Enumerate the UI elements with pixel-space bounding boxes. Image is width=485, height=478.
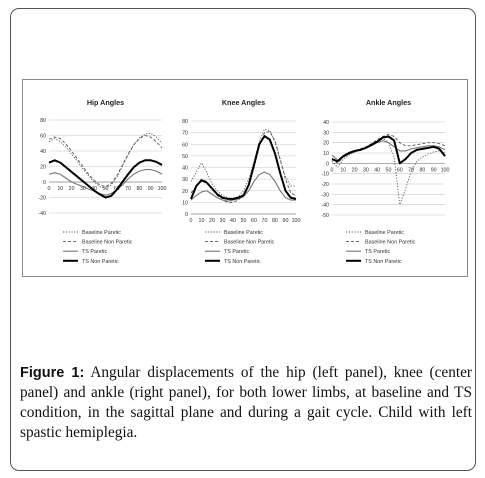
- legend-label: TS Non Paretic: [365, 258, 402, 265]
- y-tick-label: 0: [185, 212, 188, 218]
- legend-label: TS Non Paretic: [82, 258, 119, 265]
- chart-title: Knee Angles: [221, 98, 266, 107]
- x-tick-label: 100: [157, 186, 167, 192]
- legend-label: Baseline Paretic: [365, 230, 404, 236]
- x-tick-label: 20: [351, 167, 358, 174]
- caption-text: Angular displacements of the hip (left panel), knee (center panel) and ankle (right panel), for both lower limbs, at baseline and TS condition, in the sagittal plane and during a gait cycle. Child with left spastic hemiplegia.: [20, 364, 472, 441]
- legend-label: TS Paretic: [82, 249, 108, 256]
- series-line-baseline-paretic: [191, 129, 296, 199]
- y-tick-label: 40: [182, 165, 188, 172]
- x-tick-label: 60: [251, 218, 257, 224]
- y-tick-label: 10: [182, 200, 188, 207]
- y-tick-label: 30: [182, 177, 188, 184]
- y-tick-label: 0: [43, 180, 46, 186]
- x-tick-label: 70: [408, 167, 415, 174]
- legend-label: TS Paretic: [224, 249, 250, 256]
- y-tick-label: -10: [321, 171, 329, 178]
- y-tick-label: 70: [182, 130, 188, 137]
- x-tick-label: 60: [396, 167, 403, 174]
- x-tick-label: 10: [340, 167, 347, 174]
- x-tick-label: 20: [68, 186, 75, 192]
- y-tick-label: 80: [182, 119, 188, 125]
- y-tick-label: -20: [321, 182, 329, 188]
- x-tick-label: 0: [47, 186, 51, 192]
- ankle-angles-chart: [321, 98, 449, 265]
- x-tick-label: 80: [419, 167, 426, 174]
- x-tick-label: 90: [147, 186, 154, 192]
- x-tick-label: 70: [261, 218, 268, 224]
- x-tick-label: 30: [362, 167, 369, 174]
- y-tick-label: -40: [38, 211, 46, 217]
- y-tick-label: 30: [323, 130, 329, 137]
- x-tick-label: 40: [91, 186, 98, 192]
- y-tick-label: 20: [323, 140, 329, 147]
- x-tick-label: 0: [189, 218, 193, 224]
- x-tick-label: 80: [272, 218, 278, 224]
- hip-angles-chart: [38, 98, 166, 265]
- y-tick-label: -40: [321, 202, 329, 209]
- legend-label: Baseline Paretic: [82, 230, 121, 236]
- y-tick-label: 10: [323, 151, 329, 157]
- y-tick-label: 40: [323, 120, 329, 126]
- figure-caption: [20, 363, 472, 443]
- legend-label: TS Paretic: [365, 249, 391, 256]
- y-tick-label: -50: [321, 213, 329, 219]
- legend-label: TS Non Paretic: [224, 258, 261, 265]
- y-tick-label: -20: [38, 195, 46, 202]
- x-tick-label: 40: [230, 218, 236, 224]
- y-tick-label: 60: [40, 133, 46, 140]
- chart-title: Ankle Angles: [365, 98, 412, 107]
- y-tick-label: -30: [321, 192, 329, 199]
- x-tick-label: 0: [330, 167, 334, 174]
- x-tick-label: 90: [430, 167, 437, 174]
- y-tick-label: 40: [40, 149, 46, 155]
- caption-label: Figure 1:: [20, 365, 85, 381]
- x-tick-label: 60: [113, 186, 120, 192]
- x-tick-label: 20: [209, 218, 215, 224]
- x-tick-label: 50: [240, 218, 247, 224]
- figure-panel: [22, 79, 468, 277]
- legend-label: Baseline Non Paretic: [224, 239, 275, 246]
- x-tick-label: 30: [79, 186, 86, 192]
- x-tick-label: 90: [282, 218, 289, 224]
- y-tick-label: 0: [326, 161, 329, 168]
- y-tick-label: 20: [182, 188, 188, 195]
- x-tick-label: 50: [102, 186, 109, 192]
- legend-label: Baseline Non Paretic: [82, 239, 133, 246]
- x-tick-label: 10: [57, 186, 64, 192]
- x-tick-label: 40: [374, 167, 381, 174]
- y-tick-label: 50: [182, 153, 188, 160]
- legend-label: Baseline Paretic: [224, 230, 263, 236]
- x-tick-label: 50: [385, 167, 392, 174]
- y-tick-label: 20: [40, 164, 46, 171]
- knee-angles-chart: [182, 98, 300, 265]
- chart-title: Hip Angles: [86, 98, 125, 107]
- y-tick-label: 60: [182, 142, 188, 149]
- x-tick-label: 80: [136, 186, 143, 192]
- x-tick-label: 10: [198, 218, 205, 224]
- x-tick-label: 30: [219, 218, 226, 224]
- series-line-ts-non-paretic: [332, 136, 445, 163]
- series-line-baseline-non-paretic: [191, 131, 296, 202]
- x-tick-label: 100: [291, 218, 301, 224]
- charts-svg: [23, 80, 467, 276]
- x-tick-label: 100: [440, 167, 450, 174]
- y-tick-label: 80: [40, 118, 46, 124]
- x-tick-label: 70: [125, 186, 132, 192]
- legend-label: Baseline Non Paretic: [365, 239, 416, 246]
- series-line-baseline-non-paretic: [332, 134, 445, 163]
